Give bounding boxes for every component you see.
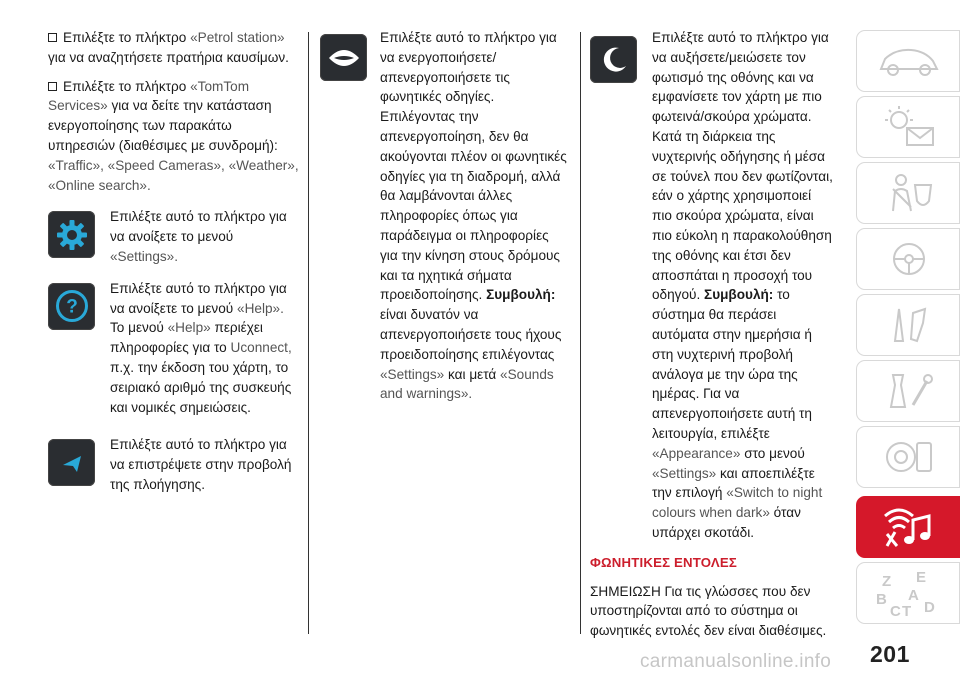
maintenance-icon xyxy=(873,369,943,413)
night-mode-button[interactable] xyxy=(590,36,637,83)
settings-description: Επιλέξτε αυτό το πλήκτρο για να ανοίξετε το μενού «Settings». xyxy=(48,207,300,266)
tomtom-services-item: Επιλέξτε το πλήκτρο «TomTom Services» για να δείτε την κατάσταση ενεργοποίησης των παρακάτω υπηρεσιών (διαθέσιμες με συνδρομή): «Traffic», «Speed Cameras», «Weather», «Online search». xyxy=(48,78,299,193)
index-icon xyxy=(868,566,948,620)
index-letter: T xyxy=(902,603,912,620)
steering-wheel-icon xyxy=(873,237,943,281)
tab-emergency[interactable] xyxy=(856,294,960,356)
seat-belt-icon xyxy=(873,171,943,215)
checkbox-bullet-icon xyxy=(48,82,57,91)
tab-index[interactable] xyxy=(856,562,960,624)
page-number: 201 xyxy=(870,641,910,667)
index-letter: E xyxy=(916,569,927,586)
svg-text:?: ? xyxy=(65,296,78,318)
tab-maintenance[interactable] xyxy=(856,360,960,422)
car-icon xyxy=(873,41,943,81)
checkbox-bullet-icon xyxy=(48,33,57,42)
column-3 xyxy=(590,28,833,641)
voice-guidance-toggle-button[interactable] xyxy=(320,34,367,81)
arrow-back-icon xyxy=(57,448,87,478)
column-divider xyxy=(308,32,309,634)
column-2 xyxy=(318,28,568,404)
night-mode-description: Επιλέξτε αυτό το πλήκτρο για να αυξήσετε/μειώσετε τον φωτισμό της οθόνης και να εμφανίσετε τον χάρτη με πιο φωτεινά/σκούρα χρώματα. Κατά τη διάρκεια της νυχτερινής οδήγησης ή μέσα σε τούνελ που δεν φωτίζονται, εάν ο χάρτης χρησιμοποιεί πιο σκούρα χρώματα, είναι πιο εύκολη η παρακολούθηση της οθόνης και έτσι δεν αποσπάται η προσοχή του οδηγού. Συμβουλή: το σύστημα θα περάσει αυτόματα στην ημερήσια ή στη νυχτερινή προβολή ανάλογα με την ώρα της ημέρας. Για να απενεργοποιήσετε αυτή τη λειτουργία, επιλέξτε «Appearance» στο μενού «Settings» και αποεπιλέξτε την επιλογή «Switch to night colours when dark» όταν υπάρχει σκοτάδι. xyxy=(590,28,833,543)
tab-starting-driving[interactable] xyxy=(856,228,960,290)
back-description: Επιλέξτε αυτό το πλήκτρο για να επιστρέψετε στην προβολή της πλοήγησης. xyxy=(48,435,300,494)
column-1 xyxy=(48,28,300,495)
index-letter: A xyxy=(908,587,919,604)
tab-safety[interactable] xyxy=(856,162,960,224)
tab-multimedia[interactable] xyxy=(856,496,960,558)
voice-guidance-description: Επιλέξτε αυτό το πλήκτρο για να ενεργοποιήσετε/ απενεργοποιήσετε τις φωνητικές οδηγίες. Επιλέγοντας την απενεργοποίηση, δεν θα ακούγονται πλέον οι φωνητικές οδηγίες για τη διαδρομή, αλλά θα λαμβάνονται άλλες πληροφορίες όπως για παράδειγμα οι πληροφορίες για την κίνηση στους δρόμους και τα ηχητικά σήματα προειδοποίησης. Συμβουλή: είναι δυνατόν να απενεργοποιήσετε τους ήχους προειδοποίησης επιλέγοντας «Settings» και μετά «Sounds and warnings». xyxy=(318,28,568,404)
question-mark-icon xyxy=(55,289,89,323)
tab-warning-lights[interactable] xyxy=(856,96,960,158)
moon-icon xyxy=(598,44,630,76)
mouth-mute-icon xyxy=(326,44,362,72)
index-letter: B xyxy=(876,591,887,608)
warning-lights-icon xyxy=(873,104,943,150)
gear-icon xyxy=(54,217,90,253)
tab-technical-data[interactable] xyxy=(856,426,960,488)
index-letter: Z xyxy=(882,573,892,590)
petrol-station-item: Επιλέξτε το πλήκτρο «Petrol station» για να αναζητήσετε πρατήρια καυσίμων. xyxy=(48,30,289,65)
emergency-icon xyxy=(873,303,943,347)
back-to-navigation-button[interactable] xyxy=(48,439,95,486)
note-text: ΣΗΜΕΙΩΣΗ Για τις γλώσσες που δεν υποστηρίζονται από το σύστημα οι φωνητικές εντολές δεν είναι διαθέσιμες. xyxy=(590,583,827,639)
tab-car-overview[interactable] xyxy=(856,30,960,92)
technical-data-icon xyxy=(873,435,943,479)
watermark: carmanualsonline.info xyxy=(640,651,832,672)
multimedia-icon xyxy=(873,502,943,552)
section-heading: ΦΩΝΗΤΙΚΕΣ ΕΝΤΟΛΕΣ xyxy=(590,554,738,570)
column-divider xyxy=(580,32,581,634)
help-description: ? Επιλέξτε αυτό το πλήκτρο για να ανοίξετε το μενού «Help». Το μενού «Help» περιέχει πληροφορίες για το Uconnect, π.χ. την έκδοση του χάρτη, το σειριακό αριθμό της συσκευής και νομικές σημειώσεις. xyxy=(48,279,300,418)
index-letter: D xyxy=(924,599,935,616)
settings-button[interactable] xyxy=(48,211,95,258)
help-button[interactable] xyxy=(48,283,95,330)
index-letter: C xyxy=(890,603,901,620)
